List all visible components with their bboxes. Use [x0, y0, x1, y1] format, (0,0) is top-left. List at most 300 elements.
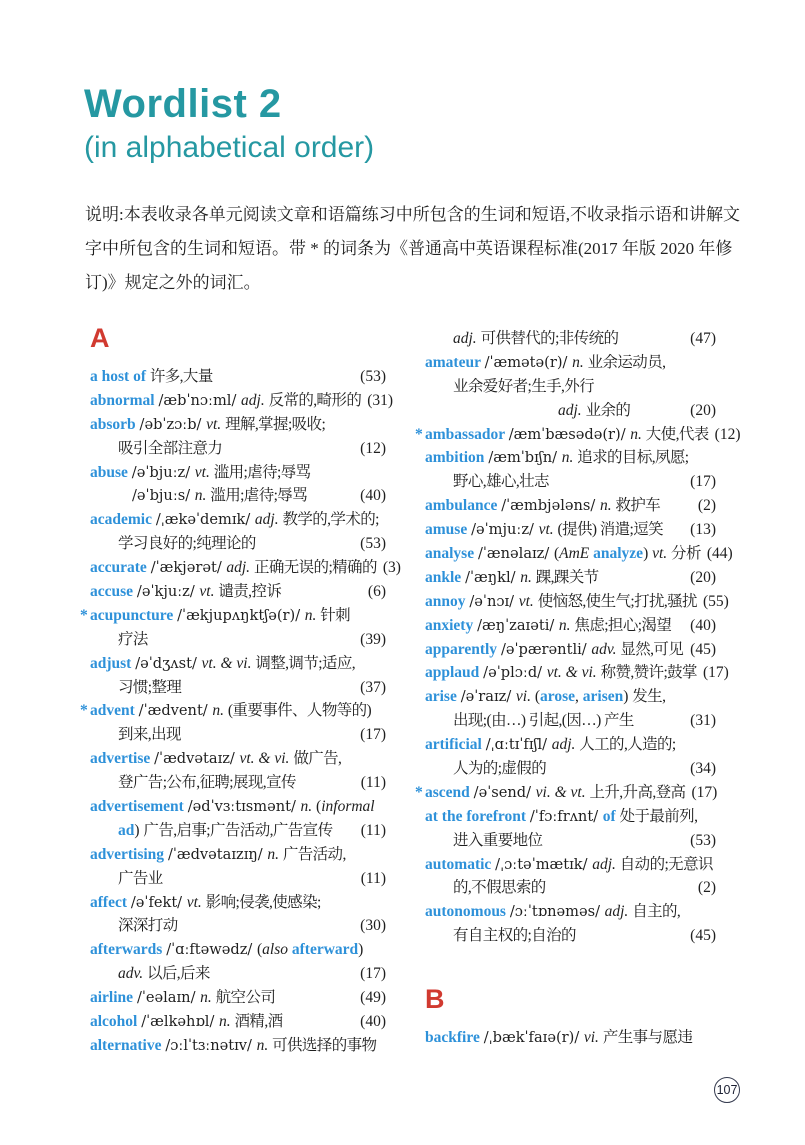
entry-text: [425, 733, 676, 757]
plain-text: ,: [575, 688, 583, 706]
headword: afterwards: [90, 941, 167, 959]
headword: at the forefront: [425, 807, 530, 825]
part-of-speech-label: vt. & vi.: [239, 750, 294, 768]
wordlist-entry: [425, 733, 716, 781]
entry-line: [425, 924, 716, 948]
entry-line: [415, 423, 741, 447]
entry-page-ref: (55): [702, 592, 729, 610]
chinese-definition: 追求的目标,夙愿;: [577, 449, 689, 467]
section-letter-A: A: [90, 323, 110, 353]
headword: artificial: [425, 736, 486, 754]
chinese-definition: 登广告;公布,征聘;展现,宣传: [118, 774, 296, 792]
wordlist-entry: [80, 699, 386, 747]
chinese-definition: 野心,雄心,壮志: [453, 473, 549, 491]
entry-text: [90, 1034, 376, 1058]
headword: alcohol: [90, 1013, 142, 1031]
part-of-speech-label: vt.: [652, 545, 672, 563]
headword: advertise: [90, 750, 155, 768]
entry-text: [118, 914, 178, 938]
italic-note: AmE: [559, 545, 594, 563]
phonetic-transcription: /æbˈnɔːml/: [158, 391, 242, 409]
part-of-speech-label: vi.: [515, 688, 535, 706]
phonetic-transcription: /ˈeəlaɪn/: [136, 989, 201, 1007]
entry-text: [425, 351, 665, 375]
headword: absorb: [90, 415, 140, 433]
entry-line: [425, 327, 716, 351]
page-number: 107: [716, 1083, 738, 1097]
entry-text: [425, 494, 660, 518]
headword: adjust: [90, 654, 136, 672]
chinese-definition: 显然,可见: [620, 640, 684, 658]
entry-page-ref: (53): [360, 535, 386, 553]
part-of-speech-label: n.: [219, 1013, 235, 1031]
entry-text: [118, 723, 181, 747]
entry-page-ref: (17): [690, 473, 716, 491]
chinese-definition: 谴责,控诉: [218, 583, 282, 601]
entry-line: [425, 829, 716, 853]
entry-page-ref: (2): [697, 879, 716, 897]
phonetic-transcription: /əˈplɔːd/: [483, 664, 547, 682]
chinese-definition: 焦虑;担心;渴望: [574, 616, 672, 634]
entry-line: [425, 566, 716, 590]
entry-line: [425, 614, 716, 638]
headword: arise: [425, 688, 461, 706]
entry-line: [90, 580, 386, 604]
entry-text: [453, 709, 634, 733]
wordlist-entry: [425, 685, 716, 733]
entry-text: [90, 556, 377, 580]
wordlist-entry: [415, 781, 718, 805]
chinese-definition: (重要事件、人物等的): [227, 702, 372, 720]
wordlist-column-right: [415, 327, 741, 1050]
chinese-definition: 业余的: [585, 401, 631, 419]
part-of-speech-label: n.: [200, 989, 216, 1007]
wordlist-entry: [425, 518, 716, 542]
wordlist-entry: [415, 423, 741, 447]
part-of-speech-label: vt.: [518, 592, 538, 610]
wordlist-entry: [90, 461, 386, 509]
headword: abuse: [90, 463, 132, 481]
entry-page-ref: (11): [360, 774, 386, 792]
phonetic-transcription: /ɔːˈtɒnəməs/: [509, 903, 605, 921]
wordlist-entry: [90, 389, 394, 413]
entry-line: [425, 709, 716, 733]
entry-text: [425, 685, 665, 709]
part-of-speech-label: vi.: [583, 1029, 603, 1047]
phonetic-transcription: /ˈfɔːfrʌnt/: [529, 807, 603, 825]
headword: amateur: [425, 353, 485, 371]
entry-text: [118, 962, 210, 986]
entry-page-ref: (53): [360, 368, 386, 385]
entry-page-ref: (20): [690, 401, 716, 419]
entry-page-ref: (49): [360, 989, 386, 1007]
entry-line: [90, 819, 386, 843]
entry-line: [90, 962, 386, 986]
chinese-definition: 疗法: [118, 630, 148, 648]
wordlist-entry: [425, 494, 716, 518]
headword: applaud: [425, 664, 484, 682]
part-of-speech-label: n.: [572, 353, 588, 371]
entry-text: [425, 661, 697, 685]
entry-text: [425, 1026, 692, 1050]
entry-page-ref: (44): [706, 545, 733, 563]
plain-text: (: [553, 545, 560, 563]
phonetic-transcription: /ˌbækˈfaɪə(r)/: [483, 1029, 584, 1047]
entry-text: [425, 518, 663, 542]
chinese-definition: 发生,: [632, 688, 666, 706]
phonetic-transcription: /ˈæmbjələns/: [501, 497, 600, 515]
entry-text: * advent /ˈædvent/ n. (重要事件、人物等的): [80, 702, 372, 720]
entry-text: [132, 484, 307, 508]
wordlist-entry: [90, 1034, 386, 1058]
phonetic-transcription: /ˈɑːftəwədz/: [166, 941, 257, 959]
entry-text: [453, 757, 546, 781]
part-of-speech-label: n.: [256, 1036, 273, 1054]
phonetic-transcription: /ˈæmətə(r)/: [484, 353, 573, 371]
chinese-definition: 滥用;虐待;辱骂: [210, 487, 308, 505]
chinese-definition: 救护车: [615, 497, 661, 515]
wordlist-entry: [90, 843, 386, 891]
headword: abnormal: [90, 391, 159, 409]
entry-text: [425, 805, 697, 829]
part-of-speech-label: n.: [558, 616, 575, 634]
entry-text: * acupuncture /ˈækjupʌŋktʃə(r)/ n. 针刺: [80, 606, 351, 624]
chinese-definition: 深深打动: [118, 917, 178, 935]
entry-page-ref: (20): [690, 568, 716, 586]
headword: autonomous: [425, 903, 510, 921]
chinese-definition: 习惯;整理: [118, 678, 182, 696]
entry-line: [90, 843, 386, 867]
entry-text: [90, 747, 341, 771]
phonetic-transcription: /əbˈzɔːb/: [139, 415, 207, 433]
part-of-speech-label: adj.: [592, 855, 620, 873]
part-of-speech-label: n.: [561, 449, 578, 467]
chinese-definition: 学习良好的;纯理论的: [118, 535, 256, 553]
entry-line: [425, 733, 716, 757]
wordlist-entry: [90, 508, 386, 556]
bold-inline-word: ad: [118, 821, 135, 839]
chinese-definition: 自主的,: [632, 903, 681, 921]
wordlist-entry: [90, 891, 386, 939]
entry-text: [425, 614, 671, 638]
chinese-definition: 业余爱好者;生手,外行: [453, 377, 595, 395]
entry-line: [90, 986, 386, 1010]
chinese-definition: 针刺: [320, 606, 351, 624]
bold-inline-word: arisen: [582, 688, 624, 706]
chinese-definition: 产生事与愿违: [602, 1029, 693, 1047]
chinese-definition: 自动的;无意识: [619, 855, 713, 873]
chinese-definition: 教学的,学术的;: [282, 511, 379, 529]
headword: ambulance: [425, 497, 502, 515]
chinese-definition: 大使,代表: [645, 425, 709, 443]
wordlist-entry: [90, 986, 386, 1010]
entry-text: [425, 853, 713, 877]
part-of-speech-label: n.: [194, 487, 211, 505]
part-of-speech-label: adv.: [591, 640, 621, 658]
entry-line: [90, 413, 386, 437]
headword: affect: [90, 893, 131, 911]
part-of-speech-label: vt.: [199, 583, 219, 601]
entry-page-ref: (40): [360, 1013, 386, 1031]
entry-line: [425, 757, 716, 781]
wordlist-entry: [425, 805, 716, 853]
phonetic-transcription: /ˈækjupʌŋktʃə(r)/: [177, 606, 305, 624]
headword: accuse: [90, 583, 137, 601]
entry-line: [90, 1010, 386, 1034]
entry-line: [90, 437, 386, 461]
phonetic-transcription: /æmˈbɪʃn/: [488, 449, 562, 467]
entry-line: [90, 365, 386, 389]
wordlist-entry: [90, 747, 386, 795]
chinese-definition: 上升,升高,登高: [589, 783, 686, 801]
entry-text: [90, 1010, 283, 1034]
phonetic-transcription: /ˈækjərət/: [150, 559, 227, 577]
part-of-speech-label: adj.: [241, 391, 269, 409]
entry-page-ref: (17): [691, 783, 718, 801]
headword: advent: [90, 702, 139, 720]
plain-text: (: [316, 798, 322, 816]
chinese-definition: 许多,大量: [149, 368, 213, 385]
entry-page-ref: (40): [690, 616, 716, 634]
wordlist-entry: [425, 446, 716, 494]
entry-page-ref: (31): [367, 391, 394, 409]
entry-line: [90, 532, 386, 556]
entry-line: [425, 399, 716, 423]
chinese-definition: 航空公司: [215, 989, 276, 1007]
headword: academic: [90, 511, 156, 529]
headword: a host of: [90, 368, 150, 385]
headword: apparently: [425, 640, 501, 658]
part-of-speech-label: n.: [599, 497, 616, 515]
entry-line: [90, 867, 386, 891]
headword: analyse: [425, 545, 478, 563]
chinese-definition: 吸引全部注意力: [118, 439, 223, 457]
wordlist-entry: [90, 938, 386, 986]
part-of-speech-label: adj.: [558, 401, 586, 419]
entry-text: [118, 437, 222, 461]
chinese-definition: 理解,掌握;吸收;: [225, 415, 326, 433]
wordlist-entry: [425, 542, 733, 566]
bold-inline-word: afterward: [291, 941, 359, 959]
entry-line: [90, 914, 386, 938]
entry-line: [90, 484, 386, 508]
entry-line: [425, 876, 716, 900]
wordlist-entry: [425, 1026, 716, 1050]
wordlist-entry: [425, 853, 716, 901]
part-of-speech-label: adj.: [551, 736, 580, 754]
entry-line: [90, 508, 386, 532]
chinese-definition: 广告,启事;广告活动,广告宣传: [143, 821, 333, 839]
part-of-speech-label: n.: [267, 845, 283, 863]
wordlist-entry: [90, 413, 386, 461]
chinese-definition: 的,不假思索的: [453, 879, 546, 897]
chinese-definition: 以后,后来: [146, 965, 210, 983]
phonetic-transcription: /ədˈvɜːtɪsmənt/: [187, 798, 301, 816]
entry-line: [425, 518, 716, 542]
entry-line: [425, 375, 716, 399]
phonetic-transcription: /əˈkjuːz/: [136, 583, 200, 601]
entry-text: [90, 938, 363, 962]
entry-line: [425, 1026, 716, 1050]
entry-line: [425, 805, 716, 829]
chinese-definition: 人为的;虚假的: [453, 760, 547, 778]
headword: advertisement: [90, 798, 188, 816]
phonetic-transcription: /ɔːlˈtɜːnətɪv/: [165, 1036, 257, 1054]
chinese-definition: 处于最前列,: [619, 807, 698, 825]
chinese-definition: 影响;侵袭,使感染;: [205, 893, 321, 911]
headword: ankle: [425, 568, 466, 586]
entry-page-ref: (17): [360, 965, 386, 983]
chinese-definition: 出现;(由…) 引起,(因…) 产生: [453, 712, 634, 730]
chinese-definition: 到来,出现: [118, 726, 181, 744]
plain-text: ): [623, 688, 633, 706]
plain-text: (: [257, 941, 263, 959]
phonetic-transcription: /əˈraɪz/: [460, 688, 516, 706]
phonetic-transcription: /əˈpærəntli/: [500, 640, 592, 658]
bold-inline-word: of: [602, 807, 620, 825]
entry-line: [90, 652, 386, 676]
chinese-definition: 滥用;虐待;辱骂: [213, 463, 311, 481]
entry-text: [425, 590, 697, 614]
wordlist-entry: [425, 351, 716, 423]
entry-text: [90, 389, 361, 413]
entry-text: [90, 461, 311, 485]
chinese-definition: 广告业: [118, 869, 163, 887]
entry-line: [425, 470, 716, 494]
wordlist-entry: [90, 556, 401, 580]
wordlist-entry: [90, 795, 386, 843]
page-subtitle: (in alphabetical order): [84, 131, 375, 164]
wordlist-entry: [90, 580, 386, 604]
part-of-speech-label: vt. & vi.: [546, 664, 601, 682]
entry-text: [118, 532, 256, 556]
entry-page-ref: (12): [360, 439, 386, 457]
entry-page-ref: (31): [690, 712, 716, 730]
part-of-speech-label: vt. & vi.: [201, 654, 256, 672]
entry-page-ref: (47): [690, 330, 716, 347]
phonetic-transcription: /əˈbjuːs/: [132, 487, 195, 505]
part-of-speech-label: n.: [520, 568, 536, 586]
entry-page-ref: (6): [367, 583, 386, 601]
headword: ambition: [425, 449, 489, 467]
wordlist-entry: [425, 614, 716, 638]
entry-text: [90, 891, 321, 915]
entry-line: [80, 604, 386, 628]
entry-text: [118, 676, 181, 700]
part-of-speech-label: adj.: [453, 330, 481, 347]
entry-page-ref: (37): [360, 678, 386, 696]
entry-page-ref: (30): [360, 917, 386, 935]
entry-text: [453, 924, 576, 948]
entry-page-ref: (53): [690, 831, 716, 849]
wordlist-entry: [425, 661, 729, 685]
phonetic-transcription: /ˈæŋkl/: [465, 568, 521, 586]
chinese-definition: 调整,调节;适应,: [255, 654, 356, 672]
entry-line: [425, 853, 716, 877]
chinese-definition: 可供替代的;非传统的: [480, 330, 619, 347]
entry-line: [90, 938, 386, 962]
entry-page-ref: (2): [697, 497, 716, 515]
phonetic-transcription: /əˈmjuːz/: [471, 521, 539, 539]
entry-page-ref: (17): [360, 726, 386, 744]
headword: automatic: [425, 855, 496, 873]
wordlist-entry: [425, 900, 716, 948]
section-letter-B: B: [425, 984, 445, 1015]
entry-text: [90, 580, 281, 604]
entry-line: [90, 771, 386, 795]
phonetic-transcription: /ˈædvent/: [138, 702, 213, 720]
entry-text: [90, 843, 346, 867]
italic-note: also: [262, 941, 292, 959]
phonetic-transcription: /ˈænəlaɪz/: [477, 545, 554, 563]
entry-text: [90, 508, 379, 532]
part-of-speech-label: adj.: [254, 511, 283, 529]
phonetic-transcription: /ˌækəˈdemɪk/: [155, 511, 255, 529]
phonetic-transcription: /ˈædvətaɪzɪŋ/: [167, 845, 268, 863]
entry-text: [90, 413, 325, 437]
phonetic-transcription: /ˌɔːtəˈmætɪk/: [495, 855, 593, 873]
phonetic-transcription: /æŋˈzaɪəti/: [477, 616, 559, 634]
headword: ambassador: [425, 425, 509, 443]
headword: annoy: [425, 592, 470, 610]
phonetic-transcription: /ˈædvətaɪz/: [154, 750, 240, 768]
headword: amuse: [425, 521, 472, 539]
entry-text: [118, 867, 163, 891]
chinese-definition: 可供选择的事物: [272, 1036, 377, 1054]
entry-line: [425, 661, 729, 685]
entry-page-ref: (11): [360, 821, 386, 839]
part-of-speech-label: n.: [300, 798, 317, 816]
entry-line: [425, 638, 716, 662]
phonetic-transcription: /ˈælkəhɒl/: [141, 1013, 220, 1031]
entry-text: [453, 829, 542, 853]
phonetic-transcription: /əˈsend/: [473, 783, 536, 801]
entry-page-ref: (12): [714, 425, 741, 443]
headword: backfire: [425, 1029, 484, 1047]
entry-line: [90, 723, 386, 747]
part-of-speech-label: vt.: [538, 521, 558, 539]
entry-text: [90, 986, 275, 1010]
chinese-definition: 有自主权的;自治的: [453, 927, 576, 945]
page-title: Wordlist 2: [84, 82, 282, 126]
entry-text: [425, 900, 680, 924]
wordlist-entry: [425, 566, 716, 590]
chinese-definition: 称赞,赞许;鼓掌: [600, 664, 697, 682]
wordlist-entry: [90, 1010, 386, 1034]
part-of-speech-label: vi. & vt.: [535, 783, 590, 801]
wordlist-column-left: [80, 322, 401, 1058]
entry-page-ref: (3): [382, 559, 401, 577]
entry-line: [90, 389, 394, 413]
entry-text: [118, 819, 332, 843]
entry-text: [558, 399, 630, 423]
headword: advertising: [90, 845, 168, 863]
entry-text: [90, 795, 375, 819]
entry-page-ref: (39): [360, 630, 386, 648]
part-of-speech-label: n.: [212, 702, 228, 720]
chinese-definition: 分析: [671, 545, 701, 563]
entry-text: [453, 327, 618, 351]
entry-text: [118, 628, 148, 652]
entry-text: [118, 771, 296, 795]
wordlist-entry: [80, 604, 386, 652]
plain-text: ): [643, 545, 653, 563]
entry-line: [425, 494, 716, 518]
italic-note: informal: [321, 798, 375, 816]
wordlist-entry: [425, 638, 716, 662]
entry-text: * ambassador /æmˈbæsədə(r)/ n. 大使,代表: [415, 425, 709, 443]
wordlist-entry: [90, 652, 386, 700]
